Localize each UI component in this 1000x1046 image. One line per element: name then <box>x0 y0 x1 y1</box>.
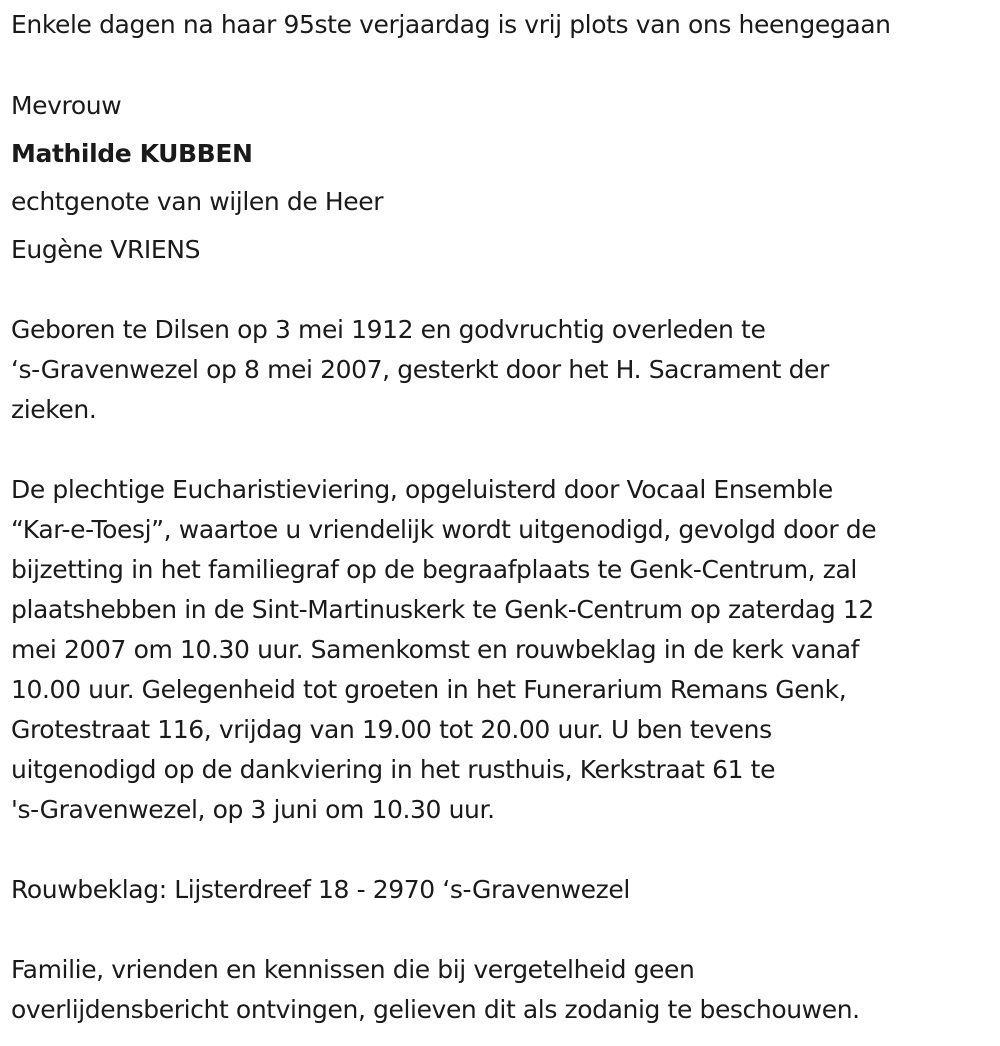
closing-line: overlijdensbericht ontvingen, gelieven dit als zodanig te beschouwen. <box>11 995 860 1024</box>
spouse-relation: echtgenote van wijlen de Heer <box>11 187 384 216</box>
closing-line: Familie, vrienden en kennissen die bij vergetelheid geen <box>11 955 695 984</box>
condolence-address: Rouwbeklag: Lijsterdreef 18 - 2970 ‘s-Gravenwezel <box>11 875 630 904</box>
intro-text: Enkele dagen na haar 95ste verjaardag is vrij plots van ons heengegaan <box>11 10 891 39</box>
spouse-name: Eugène VRIENS <box>11 235 201 264</box>
birth-death-line: Geboren te Dilsen op 3 mei 1912 en godvruchtig overleden te <box>11 315 766 344</box>
salutation: Mevrouw <box>11 91 122 120</box>
ceremony-line: mei 2007 om 10.30 uur. Samenkomst en rouwbeklag in de kerk vanaf <box>11 635 860 664</box>
ceremony-line: bijzetting in het familiegraf op de begraafplaats te Genk-Centrum, zal <box>11 555 857 584</box>
ceremony-line: 's-Gravenwezel, op 3 juni om 10.30 uur. <box>11 795 495 824</box>
birth-death-line: zieken. <box>11 395 97 424</box>
ceremony-line: “Kar-e-Toesj”, waartoe u vriendelijk wordt uitgenodigd, gevolgd door de <box>11 515 877 544</box>
deceased-name: Mathilde KUBBEN <box>11 139 253 168</box>
ceremony-line: plaatshebben in de Sint-Martinuskerk te Genk-Centrum op zaterdag 12 <box>11 595 874 624</box>
ceremony-line: Grotestraat 116, vrijdag van 19.00 tot 20.00 uur. U ben tevens <box>11 715 772 744</box>
ceremony-line: De plechtige Eucharistieviering, opgeluisterd door Vocaal Ensemble <box>11 475 833 504</box>
ceremony-line: 10.00 uur. Gelegenheid tot groeten in het Funerarium Remans Genk, <box>11 675 847 704</box>
ceremony-line: uitgenodigd op de dankviering in het rusthuis, Kerkstraat 61 te <box>11 755 776 784</box>
birth-death-line: ‘s-Gravenwezel op 8 mei 2007, gesterkt door het H. Sacrament der <box>11 355 829 384</box>
